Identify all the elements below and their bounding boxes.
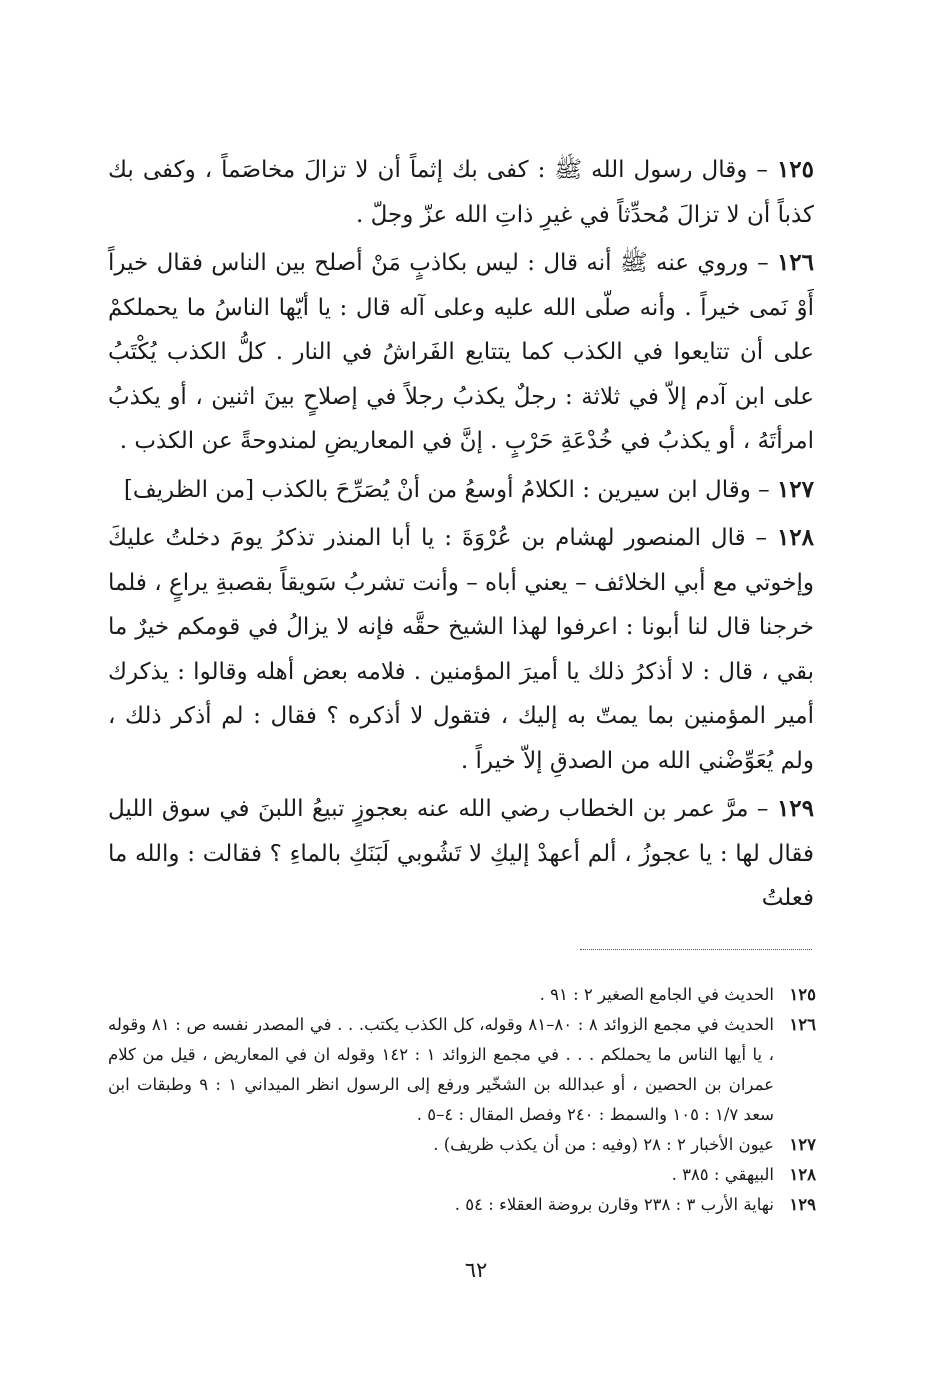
footnote-number: ١٢٥ bbox=[789, 985, 816, 1004]
footnote-text: نهاية الأرب ٣ : ٢٣٨ وقارن بروضة العقلاء : ٥٤ . bbox=[454, 1195, 774, 1214]
paragraph-number: ١٢٩ bbox=[776, 795, 815, 822]
paragraph-number: ١٢٧ bbox=[776, 475, 814, 503]
paragraph-text: – مرَّ عمر بن الخطاب رضي الله عنه بعجوزٍ تبيعُ اللبنَ في سوق الليل فقال لها : يا عجوزُ ، ألم أعهدْ إليكِ لا تَشُوبي لَبَنَكِ بالماءِ ؟ فقالت : والله ما فعلتُ bbox=[108, 796, 814, 911]
footnote-text: الحديث في الجامع الصغير ٢ : ٩١ . bbox=[539, 985, 774, 1004]
paragraph-number: ١٢٨ bbox=[776, 524, 814, 551]
footnote-divider bbox=[580, 949, 812, 950]
paragraph-127 bbox=[108, 468, 814, 513]
page-number: ٦٢ bbox=[464, 1258, 488, 1282]
footnote-text: الحديث في مجمع الزوائد ٨ : ٨٠–٨١ وقوله، كل الكذب يكتب. . . في المصدر نفسه ص : ٨١ وقوله ، يا أيها الناس ما يحملكم . . . في مجمع الزوائد ١ : ١٤٢ وقوله ان في المعاريض ، قيل من كلام عمران بن الحصين ، أو عبدالله بن الشخّير ورفع إلى الرسول انظر الميداني ١ : ٩ وطبقات ابن سعد ١/٧ : ١٠٥ والسمط : ٢٤٠ وفصل المقال : ٤–٥ . bbox=[108, 1015, 774, 1124]
footnote-126 bbox=[108, 1010, 816, 1130]
footnote-127 bbox=[108, 1130, 816, 1160]
main-text bbox=[108, 148, 814, 925]
footnote-129 bbox=[108, 1190, 816, 1220]
paragraph-text: – وقال ابن سيرين : الكلامُ أوسعُ من أنْ يُصَرِّحَ بالكذب [من الظريف] bbox=[123, 476, 770, 503]
footnote-number: ١٢٩ bbox=[789, 1195, 816, 1214]
paragraph-number: ١٢٥ bbox=[776, 156, 814, 183]
paragraph-text: – قال المنصور لهشام بن عُرْوَةَ : يا أبا المنذر تذكرُ يومَ دخلتُ عليكَ وإخوتي مع أبي الخلائف – يعني أباه – وأنت تشربُ سَويقاً بقصبةِ يراعٍ ، فلما خرجنا قال لنا أبونا : اعرفوا لهذا الشيخ حقَّه فإنه لا يزالُ في قومكم خيرٌ ما بقي ، قال : لا أذكرُ ذلك يا أميرَ المؤمنين . فلامه بعض أهله وقالوا : يذكرك أمير المؤمنين بما يمتّ به إليك ، فتقول لا أذكره ؟ فقال : لم أذكر ذلك ، ولم يُعَوِّضْني الله من الصدقِ إلاّ خيراً . bbox=[108, 525, 814, 774]
paragraph-text: – وقال رسول الله ﷺ : كفى بك إثماً أن لا تزالَ مخاصَماً ، وكفى بك كذباً أن لا تزالَ مُحدِّثاً في غيرِ ذاتِ الله عزّ وجلّ . bbox=[108, 157, 814, 228]
footnote-text: عيون الأخبار ٢ : ٢٨ (وفيه : من أن يكذب ظريف) . bbox=[433, 1135, 774, 1154]
paragraph-125 bbox=[108, 148, 814, 237]
footnote-text: البيهقي : ٣٨٥ . bbox=[671, 1165, 774, 1184]
footnote-number: ١٢٦ bbox=[789, 1015, 816, 1034]
footnote-number: ١٢٨ bbox=[789, 1165, 816, 1184]
footnote-number: ١٢٧ bbox=[789, 1135, 816, 1154]
paragraph-number: ١٢٦ bbox=[776, 249, 815, 276]
paragraph-128 bbox=[108, 516, 814, 783]
footnote-128 bbox=[108, 1160, 816, 1190]
paragraph-126 bbox=[108, 241, 814, 464]
footnote-125 bbox=[108, 980, 816, 1010]
footnotes bbox=[108, 980, 816, 1220]
paragraph-text: – وروي عنه ﷺ أنه قال : ليس بكاذبٍ مَنْ أصلح بين الناس فقال خيراً أَوْ نَمى خيراً . وأنه صلّى الله عليه وعلى آله قال : يا أيّها الناسُ ما يحملكمْ على أن تتايعوا في الكذب كما يتتايع الفَراشُ في النار . كلُّ الكذب يُكْتَبُ على ابن آدم إلاّ في ثلاثة : رجلٌ يكذبُ رجلاً في إصلاحٍ بينَ اثنين ، أو يكذبُ امرأتَهُ ، أو يكذبُ في خُدْعَةِ حَرْبٍ . إنَّ في المعاريضِ لمندوحةً عن الكذب . bbox=[108, 250, 814, 454]
paragraph-129 bbox=[108, 787, 814, 921]
